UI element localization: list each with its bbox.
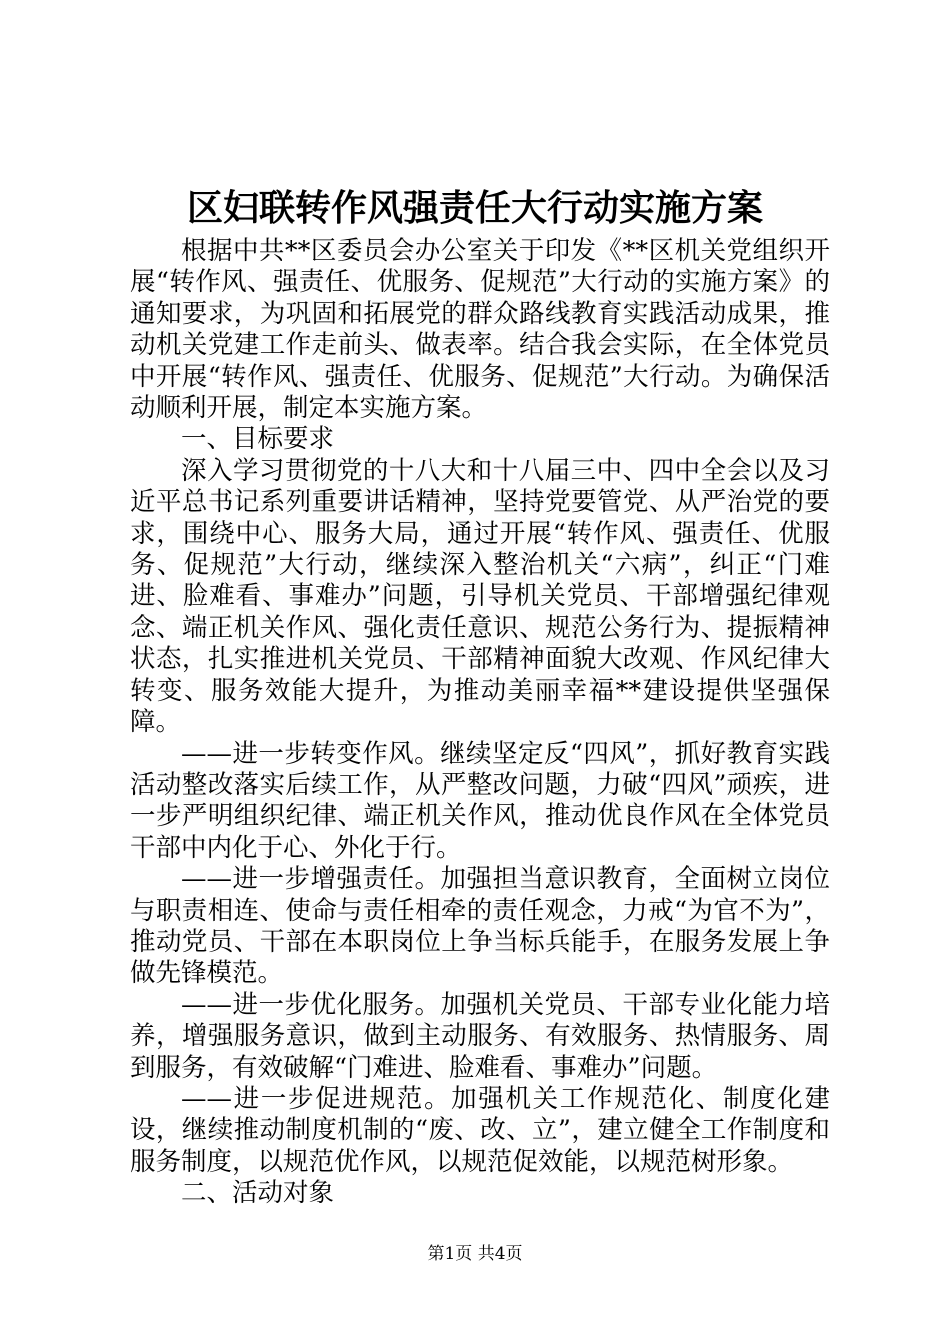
- paragraph-promote-standards: ——进一步促进规范。加强机关工作规范化、制度化建设，继续推动制度机制的“废、改、立”，建立健全工作制度和服务制度，以规范优作风，以规范促效能，以规范树形象。: [130, 1083, 830, 1177]
- page-footer: 第1页 共4页: [427, 1244, 523, 1264]
- paragraph-improve-style: ——进一步转变作风。继续坚定反“四风”，抓好教育实践活动整改落实后续工作，从严整改问题，力破“四风”顽疾，进一步严明组织纪律、端正机关作风，推动优良作风在全体党员干部中内化于心、外化于行。: [130, 738, 830, 863]
- document-title: 区妇联转作风强责任大行动实施方案: [186, 187, 763, 229]
- paragraph-strengthen-responsibility: ——进一步增强责任。加强担当意识教育，全面树立岗位与职责相连、使命与责任相牵的责任观念，力戒“为官不为”，推动党员、干部在本职岗位上争当标兵能手，在服务发展上争做先锋模范。: [130, 864, 830, 989]
- document-body: [130, 236, 830, 1210]
- section-heading-targets: 二、活动对象: [181, 1178, 335, 1209]
- paragraph-goals: 深入学习贯彻党的十八大和十八届三中、四中全会以及习近平总书记系列重要讲话精神，坚持党要管党、从严治党的要求，围绕中心、服务大局，通过开展“转作风、强责任、优服务、促规范”大行动，继续深入整治机关“六病”，纠正“门难进、脸难看、事难办”问题，引导机关党员、干部增强纪律观念、端正机关作风、强化责任意识、规范公务行为、提振精神状态，扎实推进机关党员、干部精神面貌大改观、作风纪律大转变、服务效能大提升，为推动美丽幸福**建设提供坚强保障。: [130, 455, 830, 738]
- section-heading-goals: 一、目标要求: [181, 424, 335, 455]
- paragraph-intro: 根据中共**区委员会办公室关于印发《**区机关党组织开展“转作风、强责任、优服务、促规范”大行动的实施方案》的通知要求，为巩固和拓展党的群众路线教育实践活动成果，推动机关党建工作走前头、做表率。结合我会实际，在全体党员中开展“转作风、强责任、优服务、促规范”大行动。为确保活动顺利开展，制定本实施方案。: [130, 236, 830, 424]
- paragraph-optimize-service: ——进一步优化服务。加强机关党员、干部专业化能力培养，增强服务意识，做到主动服务、有效服务、热情服务、周到服务，有效破解“门难进、脸难看、事难办”问题。: [130, 989, 830, 1083]
